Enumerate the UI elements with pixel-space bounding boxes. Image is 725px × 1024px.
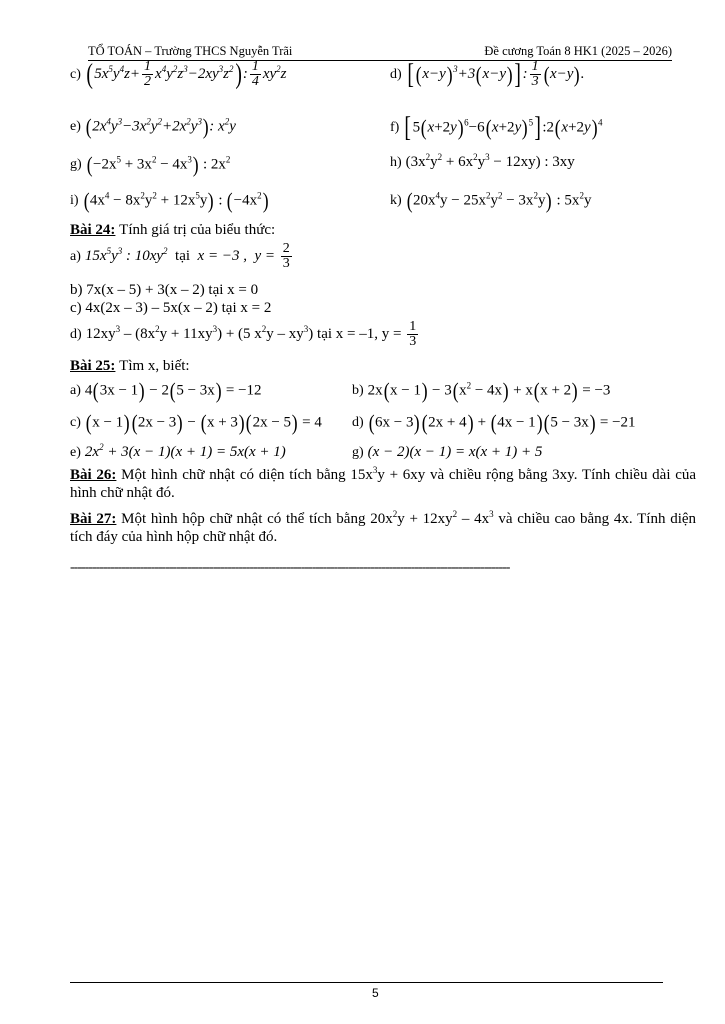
exercise-24-heading bbox=[70, 222, 275, 239]
exercise-26-text: Một hình chữ nhật có diện tích bằng $15x^3y + 6xy$ và chiều rộng bằng 3xy. Tính chiều dài của hình chữ nhật đó. bbox=[70, 465, 697, 501]
expr-23d: $[(x-y)^3+3(x-y)]$: $\frac{1}{3}$ (x−y). bbox=[407, 58, 585, 90]
expr-25b: $2x(x - 1) - 3(x^2 - 4x) + x(x + 2) = -3$ bbox=[367, 378, 611, 403]
expr-24d: $12xy^3 - (8x^2y + 11xy^3) + (5$ $x^2y - xy^3$) tại x = –1, y = $\frac{1}{3}$ bbox=[85, 319, 417, 349]
footer-divider bbox=[70, 982, 663, 983]
exercise-26 bbox=[70, 466, 696, 502]
exercise-25c: c) (x − 1)(2x − 3) − (x + 3)(2x − 5) = 4 bbox=[70, 410, 322, 435]
expr-25c: (x − 1)(2x − 3) − (x + 3)(2x − 5) = 4 bbox=[85, 410, 322, 435]
exercise-26-title: Bài 26: bbox=[70, 467, 117, 483]
exercise-23e: e) $(2x^4y^3-3x^2y^2+2x^2y^3)$: $x^2y$ bbox=[70, 114, 236, 139]
exercise-23k: k) $(20x^4y - 25x^2y^2 - 3x^2y)$ : $5x^2y$ bbox=[390, 188, 592, 213]
exercise-23d: d) $[(x-y)^3+3(x-y)]$: $\frac{1}{3}$ (x−y). bbox=[390, 58, 585, 90]
expr-25e: $2x^2 + 3(x - 1)(x + 1) = 5x(x + 1)$ bbox=[84, 442, 286, 460]
expr-23i: $(4x^4 - 8x^2y^2 + 12x^5y)$ : $(-4x^2)$ bbox=[83, 188, 269, 213]
exercise-25e: e) $2x^2 + 3(x - 1)(x + 1) = 5x(x + 1)$ bbox=[70, 442, 286, 460]
exercise-24-title: Bài 24: bbox=[70, 222, 116, 238]
expr-25d: (6x − 3)(2x + 4) + (4x − 1)(5 − 3x) = −21 bbox=[368, 410, 636, 435]
exercise-25-intro: Tìm x, biết: bbox=[119, 358, 190, 374]
header-right: Đề cương Toán 8 HK1 (2025 – 2026) bbox=[484, 44, 672, 58]
expr-23f: $[5(x+2y)^6-6(x+2y)^5]:2(x+2y)^4$ bbox=[404, 112, 603, 143]
expr-25a: 4(3x − 1) − 2(5 − 3x) = −12 bbox=[84, 378, 262, 403]
expr-23g: $(-2x^5 + 3x^2 - 4x^3)$ : $2x^2$ bbox=[86, 152, 231, 177]
exercise-23c: c) ($5x^5y^4z+$ $\frac{1}{2}$ $x^4y^2z^3-2xy^3z^2$): $\frac{1}{4}$ $xy^2z$ bbox=[70, 58, 287, 90]
exercise-23h: h) $(3x^2y^2 + 6x^2y^3 - 12xy)$ : 3xy bbox=[390, 152, 575, 170]
exercise-23f: f) $[5(x+2y)^6-6(x+2y)^5]:2(x+2y)^4$ bbox=[390, 112, 603, 143]
expr-23h: $(3x^2y^2 + 6x^2y^3 - 12xy)$ : 3xy bbox=[405, 152, 575, 170]
exercise-24-intro: Tính giá trị của biểu thức: bbox=[119, 222, 276, 238]
exercise-27-title: Bài 27: bbox=[70, 511, 117, 527]
exercise-23g: g) $(-2x^5 + 3x^2 - 4x^3)$ : $2x^2$ bbox=[70, 152, 231, 177]
exercise-25-heading bbox=[70, 358, 190, 375]
exercise-25a: a) 4(3x − 1) − 2(5 − 3x) = −12 bbox=[70, 378, 262, 403]
exercise-24c: c) 4x(2x – 3) – 5x(x – 2) tại x = 2 bbox=[70, 300, 272, 316]
exercise-25-title: Bài 25: bbox=[70, 358, 116, 374]
page-number: 5 bbox=[372, 986, 379, 1000]
exercise-27-text: Một hình hộp chữ nhật có thể tích bằng $20x^2y + 12xy^2 - 4x^3$ và chiều cao bằng 4x. Tính diện tích đáy của hình hộp chữ nhật đó. bbox=[70, 509, 697, 545]
expr-23k: $(20x^4y - 25x^2y^2 - 3x^2y)$ : $5x^2y$ bbox=[406, 188, 592, 213]
expr-24a: $15x^5y^3$ : $10xy^2$ tại x = −3 , y = $\frac{2}{3}$ bbox=[84, 241, 290, 271]
page-header bbox=[88, 44, 672, 61]
exercise-25g: g) (x − 2)(x − 1) = x(x + 1) + 5 bbox=[352, 444, 543, 460]
separator-line: ------------------------------------------------------------------------------------------------------------------------ bbox=[70, 560, 510, 575]
expr-23c: ($5x^5y^4z+$ $\frac{1}{2}$ $x^4y^2z^3-2xy^3z^2$): $\frac{1}{4}$ $xy^2z$ bbox=[86, 58, 287, 90]
exercise-24d: d) $12xy^3 - (8x^2y + 11xy^3) + (5$ $x^2y - xy^3$) tại x = –1, y = $\frac{1}{3}$ bbox=[70, 320, 420, 349]
exercise-24b: b) 7x(x – 5) + 3(x – 2) tại x = 0 bbox=[70, 282, 259, 298]
exercise-24a: a) $15x^5y^3$ : $10xy^2$ tại x = −3 , y = $\frac{2}{3}$ bbox=[70, 242, 294, 271]
exercise-25d: d) (6x − 3)(2x + 4) + (4x − 1)(5 − 3x) = −21 bbox=[352, 410, 636, 435]
exercise-23i: i) $(4x^4 - 8x^2y^2 + 12x^5y)$ : $(-4x^2)$ bbox=[70, 188, 269, 213]
header-left: TỔ TOÁN – Trường THCS Nguyễn Trãi bbox=[88, 44, 293, 58]
expr-23e: $(2x^4y^3-3x^2y^2+2x^2y^3)$: $x^2y$ bbox=[85, 114, 236, 139]
expr-25g: (x − 2)(x − 1) = x(x + 1) + 5 bbox=[367, 444, 543, 460]
exercise-25b: b) $2x(x - 1) - 3(x^2 - 4x) + x(x + 2) = -3$ bbox=[352, 378, 611, 403]
exercise-27 bbox=[70, 510, 696, 546]
